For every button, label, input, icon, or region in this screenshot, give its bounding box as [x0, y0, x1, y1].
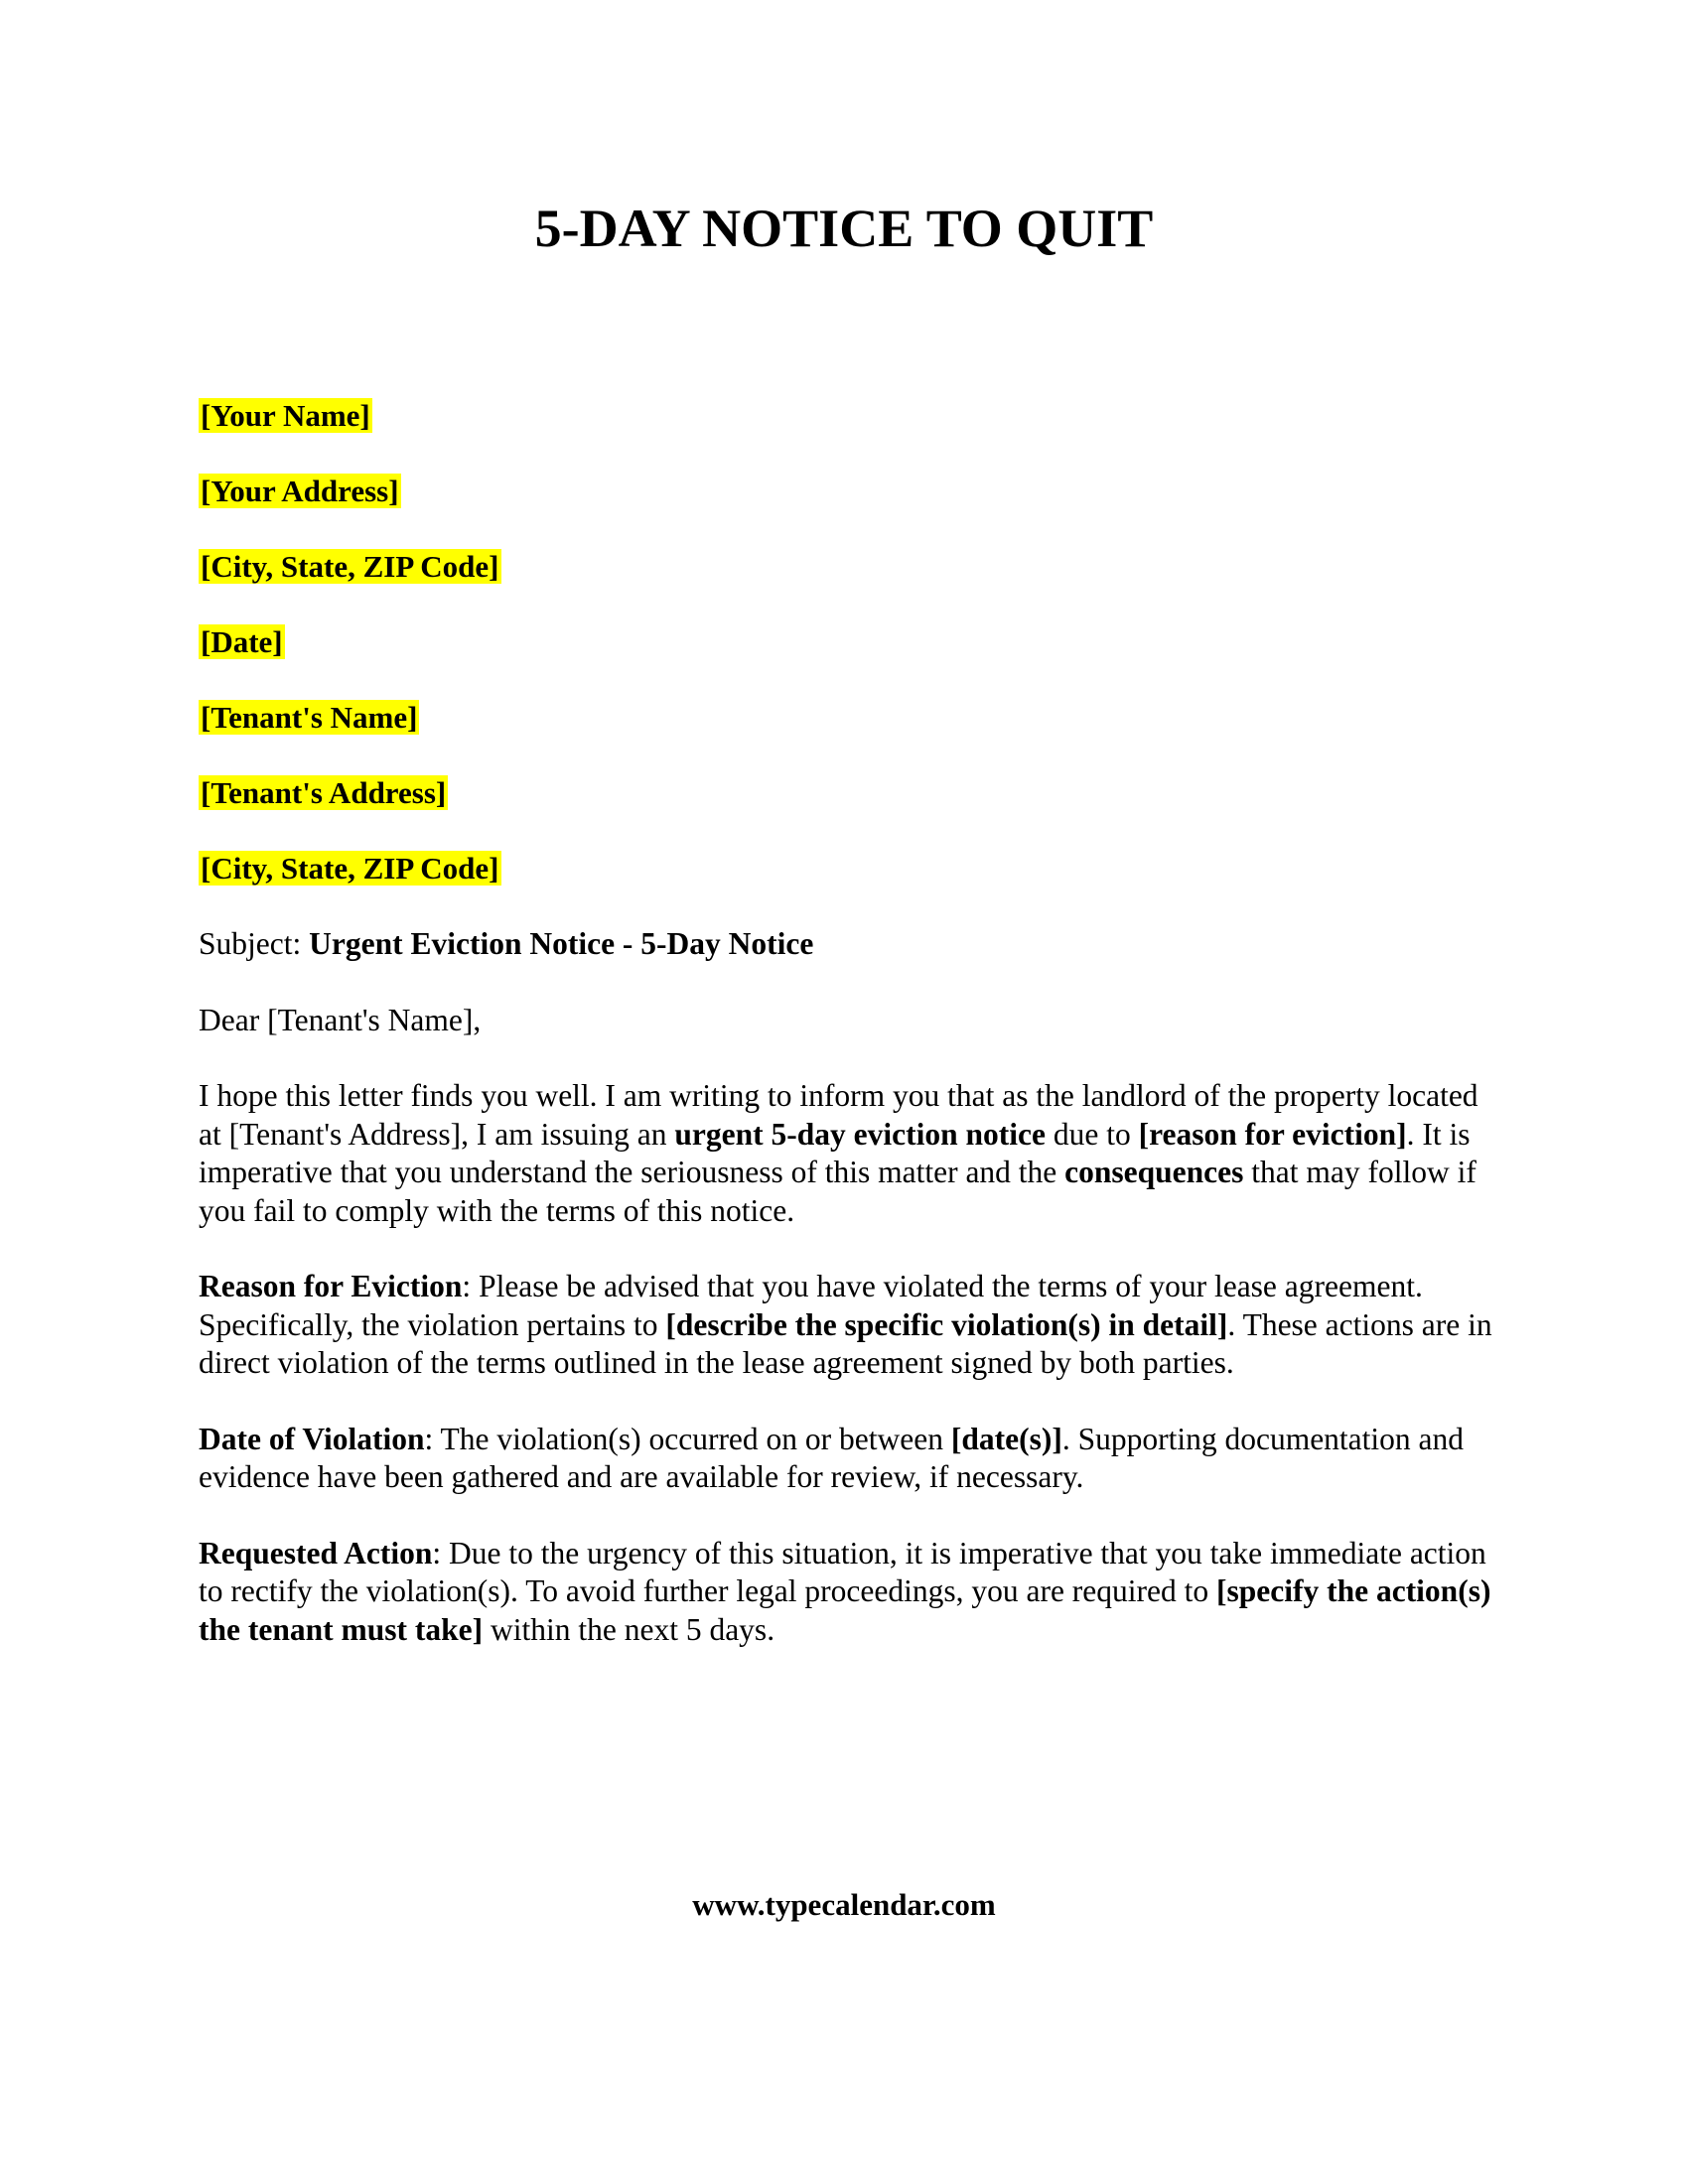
- date-line: [199, 623, 1499, 661]
- recipient-name: [Tenant's Name]: [201, 700, 418, 735]
- requested-action-text-2: within the next 5 days.: [483, 1611, 775, 1647]
- recipient-name-line: [199, 699, 1499, 737]
- requested-action-bold-1: [specify the action(s) the tenant must take]: [199, 1573, 1491, 1647]
- subject-label: Subject:: [199, 926, 310, 961]
- footer-website-link[interactable]: www.typecalendar.com: [692, 1887, 996, 1922]
- date-of-violation-heading: Date of Violation: [199, 1421, 425, 1456]
- recipient-address: [Tenant's Address]: [201, 775, 447, 810]
- sender-name-line: [199, 397, 1499, 435]
- requested-action-paragraph: [199, 1535, 1499, 1650]
- reason-text-1: : Please be advised that you have violated the terms of your lease agreement. Specifically, the violation pertains to: [199, 1269, 1423, 1342]
- reason-text-2: . These actions are in direct violation of the terms outlined in the lease agreement signed by both parties.: [199, 1306, 1492, 1380]
- requested-action-heading: Requested Action: [199, 1535, 433, 1570]
- page-title: 5-DAY NOTICE TO QUIT: [534, 199, 1154, 258]
- requested-action-text-1: : Due to the urgency of this situation, it is imperative that you take immediate action to rectify the violation(s). To avoid further legal proceedings, you are required to: [199, 1535, 1486, 1608]
- intro-text-2: due to: [1045, 1116, 1139, 1152]
- sender-address-line: [199, 473, 1499, 510]
- subject-line: [199, 925, 1499, 964]
- subject-text: Urgent Eviction Notice - 5-Day Notice: [309, 926, 814, 961]
- intro-bold-1: urgent 5-day eviction notice: [674, 1116, 1046, 1152]
- intro-bold-2: [reason for eviction]: [1138, 1116, 1407, 1152]
- reason-heading: Reason for Eviction: [199, 1269, 463, 1303]
- salutation: Dear [Tenant's Name],: [199, 1002, 482, 1037]
- reason-paragraph: [199, 1268, 1499, 1383]
- date-of-violation-text-2: . Supporting documentation and evidence have been gathered and are available for review, if necessary.: [199, 1421, 1465, 1494]
- sender-name: [Your Name]: [201, 398, 370, 433]
- letter-body: [199, 397, 1499, 1687]
- reason-bold-1: [describe the specific violation(s) in detail]: [665, 1306, 1228, 1342]
- intro-text-1: I hope this letter finds you well. I am writing to inform you that as the landlord of the property located at [Tenant's Address], I am issuing an: [199, 1078, 1478, 1152]
- recipient-city-line: [199, 850, 1499, 887]
- intro-bold-3: consequences: [1064, 1155, 1244, 1189]
- intro-paragraph: [199, 1077, 1499, 1230]
- sender-city-line: [199, 548, 1499, 586]
- letter-date: [Date]: [201, 624, 283, 659]
- intro-text-3: . It is imperative that you understand the seriousness of this matter and the: [199, 1116, 1471, 1189]
- recipient-address-line: [199, 774, 1499, 812]
- sender-address: [Your Address]: [201, 474, 399, 508]
- intro-text-4: that may follow if you fail to comply with the terms of this notice.: [199, 1155, 1477, 1228]
- date-of-violation-paragraph: [199, 1421, 1499, 1497]
- sender-city-state-zip: [City, State, ZIP Code]: [201, 549, 499, 584]
- recipient-city-state-zip: [City, State, ZIP Code]: [201, 851, 499, 886]
- date-of-violation-bold-1: [date(s)]: [950, 1421, 1062, 1456]
- date-of-violation-text-1: : The violation(s) occurred on or between: [424, 1421, 951, 1456]
